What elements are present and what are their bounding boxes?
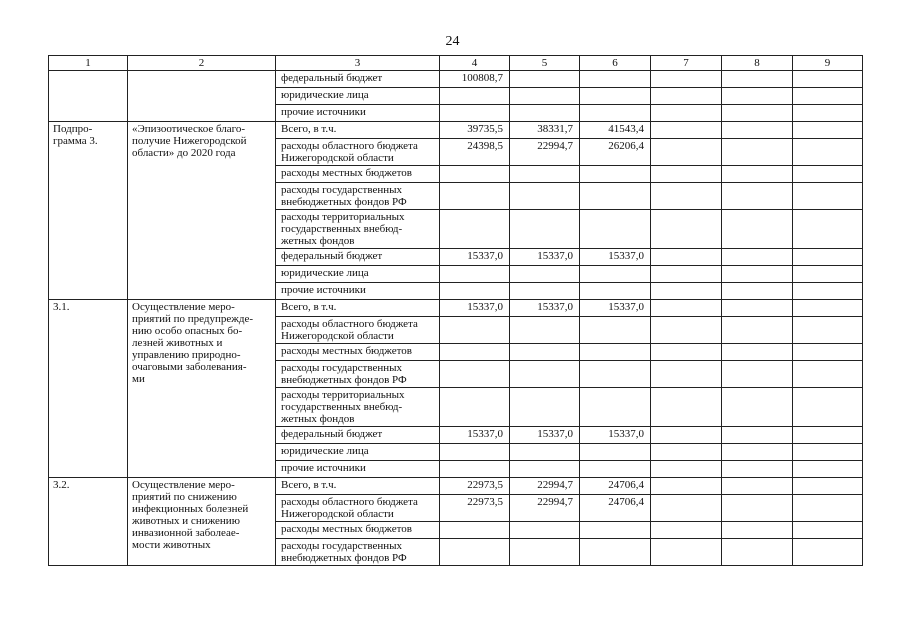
value-cell-col5: 15337,0 xyxy=(510,300,580,317)
empty-cell-col8 xyxy=(722,210,793,249)
value-cell-col6 xyxy=(580,105,651,122)
value-cell-col5: 38331,7 xyxy=(510,122,580,139)
funding-source-cell: федеральный бюджет xyxy=(276,427,440,444)
funding-source-cell: юридические лица xyxy=(276,444,440,461)
program-title-cell: Осуществление меро- приятий по снижению инфекционных болезней животных и снижению инвазионной заболеае- мости животных xyxy=(128,478,276,566)
empty-cell-col8 xyxy=(722,300,793,317)
funding-source-cell: расходы государственных внебюджетных фондов РФ xyxy=(276,361,440,388)
value-cell-col4: 22973,5 xyxy=(440,495,510,522)
empty-cell-col7 xyxy=(651,266,722,283)
value-cell-col6: 15337,0 xyxy=(580,249,651,266)
value-cell-col6: 24706,4 xyxy=(580,495,651,522)
page-number: 24 xyxy=(445,34,460,49)
value-cell-col4 xyxy=(440,444,510,461)
empty-cell-col8 xyxy=(722,388,793,427)
budget-table xyxy=(48,55,863,566)
value-cell-col5 xyxy=(510,388,580,427)
value-cell-col5 xyxy=(510,539,580,566)
column-header: 9 xyxy=(793,56,863,71)
empty-cell-col9 xyxy=(793,478,863,495)
value-cell-col5 xyxy=(510,444,580,461)
value-cell-col4 xyxy=(440,183,510,210)
empty-cell-col8 xyxy=(722,361,793,388)
value-cell-col4 xyxy=(440,317,510,344)
empty-cell-col9 xyxy=(793,461,863,478)
value-cell-col4 xyxy=(440,283,510,300)
empty-cell-col9 xyxy=(793,344,863,361)
program-code-cell: Подпро- грамма 3. xyxy=(49,122,128,300)
value-cell-col6: 15337,0 xyxy=(580,427,651,444)
value-cell-col6: 15337,0 xyxy=(580,300,651,317)
table-row xyxy=(49,122,863,139)
value-cell-col6: 24706,4 xyxy=(580,478,651,495)
empty-cell-col8 xyxy=(722,478,793,495)
table-body xyxy=(49,71,863,566)
value-cell-col5 xyxy=(510,183,580,210)
value-cell-col5: 15337,0 xyxy=(510,249,580,266)
funding-source-cell: Всего, в т.ч. xyxy=(276,478,440,495)
empty-cell-col8 xyxy=(722,183,793,210)
column-header: 4 xyxy=(440,56,510,71)
empty-cell-col7 xyxy=(651,283,722,300)
value-cell-col5 xyxy=(510,266,580,283)
funding-source-cell: федеральный бюджет xyxy=(276,249,440,266)
empty-cell-col8 xyxy=(722,105,793,122)
empty-cell-col7 xyxy=(651,71,722,88)
empty-cell-col9 xyxy=(793,71,863,88)
empty-cell-col8 xyxy=(722,283,793,300)
empty-cell-col9 xyxy=(793,495,863,522)
value-cell-col4: 15337,0 xyxy=(440,427,510,444)
funding-source-cell: расходы местных бюджетов xyxy=(276,344,440,361)
empty-cell-col7 xyxy=(651,388,722,427)
value-cell-col4 xyxy=(440,166,510,183)
table-row xyxy=(49,300,863,317)
empty-cell-col7 xyxy=(651,249,722,266)
empty-cell-col7 xyxy=(651,122,722,139)
funding-source-cell: прочие источники xyxy=(276,461,440,478)
funding-source-cell: расходы областного бюджета Нижегородской области xyxy=(276,317,440,344)
value-cell-col4: 22973,5 xyxy=(440,478,510,495)
funding-source-cell: юридические лица xyxy=(276,266,440,283)
empty-cell-col7 xyxy=(651,139,722,166)
empty-cell-col8 xyxy=(722,522,793,539)
empty-cell-col8 xyxy=(722,249,793,266)
value-cell-col5 xyxy=(510,210,580,249)
funding-source-cell: расходы местных бюджетов xyxy=(276,522,440,539)
empty-cell-col7 xyxy=(651,105,722,122)
empty-cell-col9 xyxy=(793,249,863,266)
value-cell-col6 xyxy=(580,317,651,344)
value-cell-col6 xyxy=(580,88,651,105)
value-cell-col6 xyxy=(580,522,651,539)
value-cell-col6 xyxy=(580,361,651,388)
empty-cell-col8 xyxy=(722,444,793,461)
empty-cell-col9 xyxy=(793,283,863,300)
program-code-cell: 3.2. xyxy=(49,478,128,566)
value-cell-col5: 15337,0 xyxy=(510,427,580,444)
value-cell-col6 xyxy=(580,283,651,300)
empty-cell-col9 xyxy=(793,166,863,183)
funding-source-cell: расходы территориальных государственных внебюд- жетных фондов xyxy=(276,210,440,249)
value-cell-col5: 22994,7 xyxy=(510,139,580,166)
value-cell-col4: 15337,0 xyxy=(440,300,510,317)
value-cell-col4 xyxy=(440,88,510,105)
funding-source-cell: Всего, в т.ч. xyxy=(276,122,440,139)
empty-cell-col7 xyxy=(651,427,722,444)
column-number-row xyxy=(49,56,863,71)
funding-source-cell: расходы областного бюджета Нижегородской области xyxy=(276,139,440,166)
column-header: 8 xyxy=(722,56,793,71)
value-cell-col6 xyxy=(580,71,651,88)
value-cell-col6 xyxy=(580,461,651,478)
value-cell-col5: 22994,7 xyxy=(510,478,580,495)
value-cell-col4: 100808,7 xyxy=(440,71,510,88)
value-cell-col4 xyxy=(440,266,510,283)
value-cell-col6 xyxy=(580,444,651,461)
empty-cell-col9 xyxy=(793,427,863,444)
empty-cell-col8 xyxy=(722,427,793,444)
empty-cell-col9 xyxy=(793,139,863,166)
funding-source-cell: юридические лица xyxy=(276,88,440,105)
column-header: 3 xyxy=(276,56,440,71)
funding-source-cell: расходы местных бюджетов xyxy=(276,166,440,183)
program-title-cell xyxy=(128,71,276,122)
value-cell-col4: 39735,5 xyxy=(440,122,510,139)
value-cell-col5 xyxy=(510,361,580,388)
column-header: 5 xyxy=(510,56,580,71)
empty-cell-col7 xyxy=(651,444,722,461)
empty-cell-col7 xyxy=(651,317,722,344)
empty-cell-col7 xyxy=(651,522,722,539)
value-cell-col4: 24398,5 xyxy=(440,139,510,166)
empty-cell-col7 xyxy=(651,539,722,566)
value-cell-col4 xyxy=(440,539,510,566)
program-title-cell: «Эпизоотическое благо- получие Нижегородской области» до 2020 года xyxy=(128,122,276,300)
value-cell-col6 xyxy=(580,344,651,361)
empty-cell-col9 xyxy=(793,317,863,344)
empty-cell-col9 xyxy=(793,122,863,139)
value-cell-col6 xyxy=(580,166,651,183)
program-code-cell: 3.1. xyxy=(49,300,128,478)
empty-cell-col7 xyxy=(651,461,722,478)
funding-source-cell: расходы областного бюджета Нижегородской области xyxy=(276,495,440,522)
empty-cell-col9 xyxy=(793,539,863,566)
value-cell-col6: 26206,4 xyxy=(580,139,651,166)
empty-cell-col9 xyxy=(793,444,863,461)
table-row xyxy=(49,478,863,495)
value-cell-col5 xyxy=(510,522,580,539)
empty-cell-col8 xyxy=(722,71,793,88)
column-header: 2 xyxy=(128,56,276,71)
empty-cell-col9 xyxy=(793,522,863,539)
value-cell-col4 xyxy=(440,388,510,427)
column-header: 1 xyxy=(49,56,128,71)
value-cell-col4 xyxy=(440,210,510,249)
value-cell-col5 xyxy=(510,71,580,88)
empty-cell-col7 xyxy=(651,300,722,317)
empty-cell-col7 xyxy=(651,495,722,522)
value-cell-col6 xyxy=(580,210,651,249)
empty-cell-col8 xyxy=(722,317,793,344)
empty-cell-col8 xyxy=(722,88,793,105)
value-cell-col5 xyxy=(510,283,580,300)
value-cell-col6 xyxy=(580,183,651,210)
funding-source-cell: расходы государственных внебюджетных фондов РФ xyxy=(276,183,440,210)
value-cell-col5 xyxy=(510,461,580,478)
value-cell-col5 xyxy=(510,166,580,183)
value-cell-col4 xyxy=(440,361,510,388)
empty-cell-col7 xyxy=(651,166,722,183)
empty-cell-col8 xyxy=(722,266,793,283)
funding-source-cell: прочие источники xyxy=(276,283,440,300)
empty-cell-col7 xyxy=(651,210,722,249)
value-cell-col6 xyxy=(580,388,651,427)
funding-source-cell: расходы территориальных государственных внебюд- жетных фондов xyxy=(276,388,440,427)
value-cell-col5 xyxy=(510,88,580,105)
column-header: 7 xyxy=(651,56,722,71)
empty-cell-col8 xyxy=(722,539,793,566)
value-cell-col6 xyxy=(580,266,651,283)
value-cell-col5 xyxy=(510,344,580,361)
empty-cell-col7 xyxy=(651,344,722,361)
empty-cell-col7 xyxy=(651,183,722,210)
empty-cell-col9 xyxy=(793,210,863,249)
empty-cell-col9 xyxy=(793,388,863,427)
value-cell-col4 xyxy=(440,344,510,361)
empty-cell-col9 xyxy=(793,105,863,122)
program-title-cell: Осуществление меро- приятий по предупрежде- нию особо опасных бо- лезней животных и управлению природно- очаговыми заболевания- ми xyxy=(128,300,276,478)
value-cell-col6 xyxy=(580,539,651,566)
program-code-cell xyxy=(49,71,128,122)
value-cell-col5: 22994,7 xyxy=(510,495,580,522)
empty-cell-col7 xyxy=(651,478,722,495)
empty-cell-col7 xyxy=(651,361,722,388)
empty-cell-col8 xyxy=(722,122,793,139)
table-row xyxy=(49,71,863,88)
empty-cell-col9 xyxy=(793,266,863,283)
column-header: 6 xyxy=(580,56,651,71)
empty-cell-col9 xyxy=(793,88,863,105)
value-cell-col4 xyxy=(440,522,510,539)
empty-cell-col8 xyxy=(722,166,793,183)
empty-cell-col8 xyxy=(722,344,793,361)
value-cell-col4 xyxy=(440,461,510,478)
empty-cell-col9 xyxy=(793,361,863,388)
value-cell-col6: 41543,4 xyxy=(580,122,651,139)
value-cell-col5 xyxy=(510,105,580,122)
value-cell-col4 xyxy=(440,105,510,122)
empty-cell-col9 xyxy=(793,183,863,210)
funding-source-cell: Всего, в т.ч. xyxy=(276,300,440,317)
empty-cell-col8 xyxy=(722,139,793,166)
funding-source-cell: прочие источники xyxy=(276,105,440,122)
empty-cell-col8 xyxy=(722,461,793,478)
value-cell-col5 xyxy=(510,317,580,344)
funding-source-cell: федеральный бюджет xyxy=(276,71,440,88)
funding-source-cell: расходы государственных внебюджетных фондов РФ xyxy=(276,539,440,566)
empty-cell-col9 xyxy=(793,300,863,317)
value-cell-col4: 15337,0 xyxy=(440,249,510,266)
empty-cell-col8 xyxy=(722,495,793,522)
empty-cell-col7 xyxy=(651,88,722,105)
